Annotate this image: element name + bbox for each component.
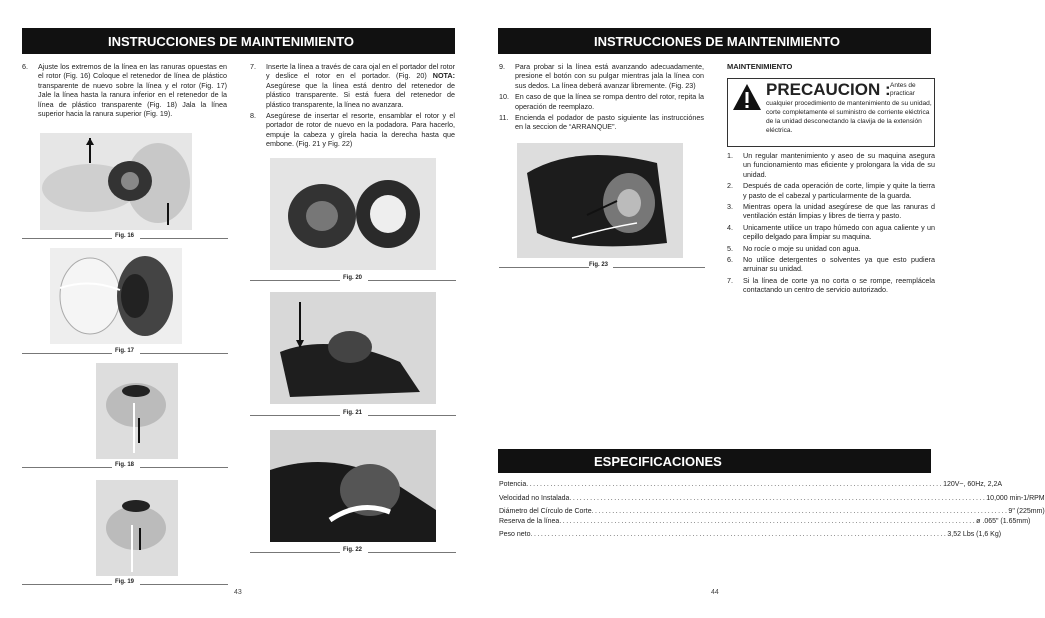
leader-dots: .........................................................................................................................	[569, 495, 987, 502]
step-text: En caso de que la línea se rompa dentro del rotor, repita la operación de reemplazo.	[515, 92, 704, 111]
note-label: NOTA:	[432, 71, 455, 81]
page-number-right: 44	[711, 589, 719, 596]
caption-line	[22, 584, 112, 585]
fig19-caption: Fig. 19	[115, 579, 135, 585]
caption-line	[250, 552, 340, 553]
leader-dots: .........................................................................................................................	[530, 531, 948, 538]
fig19-photo	[96, 480, 178, 576]
caption-line	[22, 238, 112, 239]
step-text: Asegúrese de insertar el resorte, ensamblar el rotor y el portador de rotor de nuevo en la podadora. Para hacerlo, empuje la cabeza y gírela hacia la derecha hasta que embone. (Fig. 21 y Fig. 22)	[266, 111, 455, 149]
spec-row	[499, 531, 1002, 538]
list-item: 1. Un regular mantenimiento y aseo de su maquina asegura un funcionamiento mas eficiente y prolongara la vida de su unidad.	[727, 151, 935, 179]
fig22-caption: Fig. 22	[343, 547, 363, 553]
fig18-photo	[96, 363, 178, 459]
maintenance-list	[727, 151, 935, 297]
step-10	[499, 92, 704, 111]
fig20-photo	[270, 158, 436, 270]
spec-row	[499, 495, 1045, 502]
step-num: 10.	[499, 92, 509, 102]
step-num: 6.	[22, 62, 28, 71]
caption-line	[250, 415, 340, 416]
right-col1-text	[499, 62, 704, 134]
caption-line	[368, 552, 456, 553]
spec-value: ø .065" (1.65mm)	[976, 518, 1031, 525]
caption-line	[250, 280, 340, 281]
spec-row	[499, 518, 1031, 525]
step-text: Encienda el podador de pasto siguiente las instrucciónes en la seccion de “ARRANQUE”.	[515, 113, 704, 132]
caption-line	[140, 238, 228, 239]
caption-line	[22, 467, 112, 468]
caption-line	[140, 353, 228, 354]
list-item: 7. Si la línea de corte ya no corta o se rompe, reemplácela contactando un centro de servicio autorizado.	[727, 275, 935, 295]
spec-label: Reserva de la línea	[499, 518, 560, 525]
list-item: 3. Mientras opera la unidad asegúrese de que las ranuras d ventilación están limpias y libres de tierra y pasto.	[727, 202, 935, 221]
fig21-photo	[270, 292, 436, 404]
spec-value: 120V~, 60Hz, 2,2A	[943, 481, 1003, 488]
list-item: 4. Unicamente utilice un trapo húmedo con agua caliente y un cepillo delgado para limpiar su maquina.	[727, 222, 935, 242]
spec-row	[499, 508, 1045, 515]
caption-line	[613, 267, 705, 268]
list-item: 5. No rocíe o moje su unidad con agua.	[727, 243, 861, 253]
warning-title: PRECAUCION :	[766, 80, 891, 99]
page-number-left: 43	[234, 589, 242, 596]
caption-line	[22, 353, 112, 354]
step-text: Para probar si la línea está avanzando adecuadamente, presione el botón con su pulgar mientras jala la línea con sus dedos. La línea deberá avanzar libremente. (Fig. 23)	[515, 62, 704, 90]
spec-label: Peso neto	[499, 531, 531, 538]
step-11	[499, 113, 704, 132]
leader-dots: .........................................................................................................................	[591, 508, 1009, 515]
fig16-photo	[40, 133, 192, 230]
spec-value: 9" (225mm)	[1008, 508, 1045, 515]
fig21-caption: Fig. 21	[343, 410, 363, 416]
step-8	[250, 111, 455, 149]
left-col1-text	[22, 62, 227, 120]
spec-label: Diámetro del Círculo de Corte	[499, 508, 592, 515]
spec-value: 10,000 min-1/RPM	[986, 495, 1045, 502]
fig16-caption: Fig. 16	[115, 233, 135, 239]
right-section-header: INSTRUCCIONES DE MAINTENIMIENTO	[498, 28, 931, 54]
leader-dots: .........................................................................................................................	[526, 481, 944, 488]
step-num: 8.	[250, 111, 256, 121]
warning-triangle-icon	[732, 83, 762, 111]
step-6	[22, 62, 227, 118]
step-num: 9.	[499, 62, 505, 71]
step-text: Ajuste los extremos de la línea en las ranuras opuestas en el rotor (Fig. 16) Coloque el retenedor de línea de plástico transparente de nuevo sobre la línea y el rotor (Fig. 17) Jale la línea hasta la ranura inferior en el retenedor de la línea de plástico transparente (Fig. 18) Jala la línea superior hacia la ranura superior (Fig. 19).	[38, 62, 227, 119]
step-num: 7.	[250, 62, 256, 71]
caption-line	[140, 584, 228, 585]
step-9	[499, 62, 704, 90]
caption-line	[499, 267, 589, 268]
leader-dots: .........................................................................................................................	[559, 518, 977, 525]
specifications-header: ESPECIFICACIONES	[498, 449, 931, 473]
warning-body-text: cualquier procedimiento de mantenimiento de su unidad, corte completamente el suministro de corriente eléctrica de la unidad desconectando la clavija de la extensión eléctrica.	[766, 100, 932, 134]
caption-line	[368, 415, 456, 416]
right-page	[477, 0, 1045, 618]
spec-label: Potencia	[499, 481, 527, 488]
fig17-photo	[50, 248, 182, 344]
maintenance-subheading: MAINTENIMIENTO	[727, 62, 793, 71]
fig23-caption: Fig. 23	[589, 262, 609, 268]
list-item: 2. Después de cada operación de corte, limpie y quite la tierra y pasto de el cabezal y particularmente de la guarda.	[727, 181, 935, 200]
left-section-header: INSTRUCCIONES DE MAINTENIMIENTO	[22, 28, 455, 54]
step-7	[250, 62, 455, 109]
left-page	[0, 0, 477, 618]
left-col2-text	[250, 62, 455, 151]
warning-lead-text: Antes de practicar	[890, 82, 916, 97]
spec-value: 3,52 Lbs (1,6 Kg)	[947, 531, 1002, 538]
list-item: 6. No utilice detergentes o solventes ya que esto pudiera arruinar su unidad.	[727, 255, 935, 274]
fig18-caption: Fig. 18	[115, 462, 135, 468]
caption-line	[368, 280, 456, 281]
spec-row	[499, 481, 1003, 488]
fig22-photo	[270, 430, 436, 542]
fig20-caption: Fig. 20	[343, 275, 363, 281]
step-text: Inserte la línea a través de cara ojal en el portador del rotor y deslice el rotor en el portador. (Fig. 20)	[266, 62, 455, 81]
warning-box	[727, 78, 935, 147]
step-num: 11.	[499, 113, 509, 123]
fig23-photo	[517, 143, 683, 258]
caption-line	[140, 467, 228, 468]
spec-label: Velocidad no Instalada	[499, 495, 570, 502]
note-text: Asegúrese que la línea está dentro del retenedor de plástico transparente. Si está fuera del retenedor de plástico transparente, la línea no avanzara.	[266, 80, 455, 109]
fig17-caption: Fig. 17	[115, 348, 135, 354]
